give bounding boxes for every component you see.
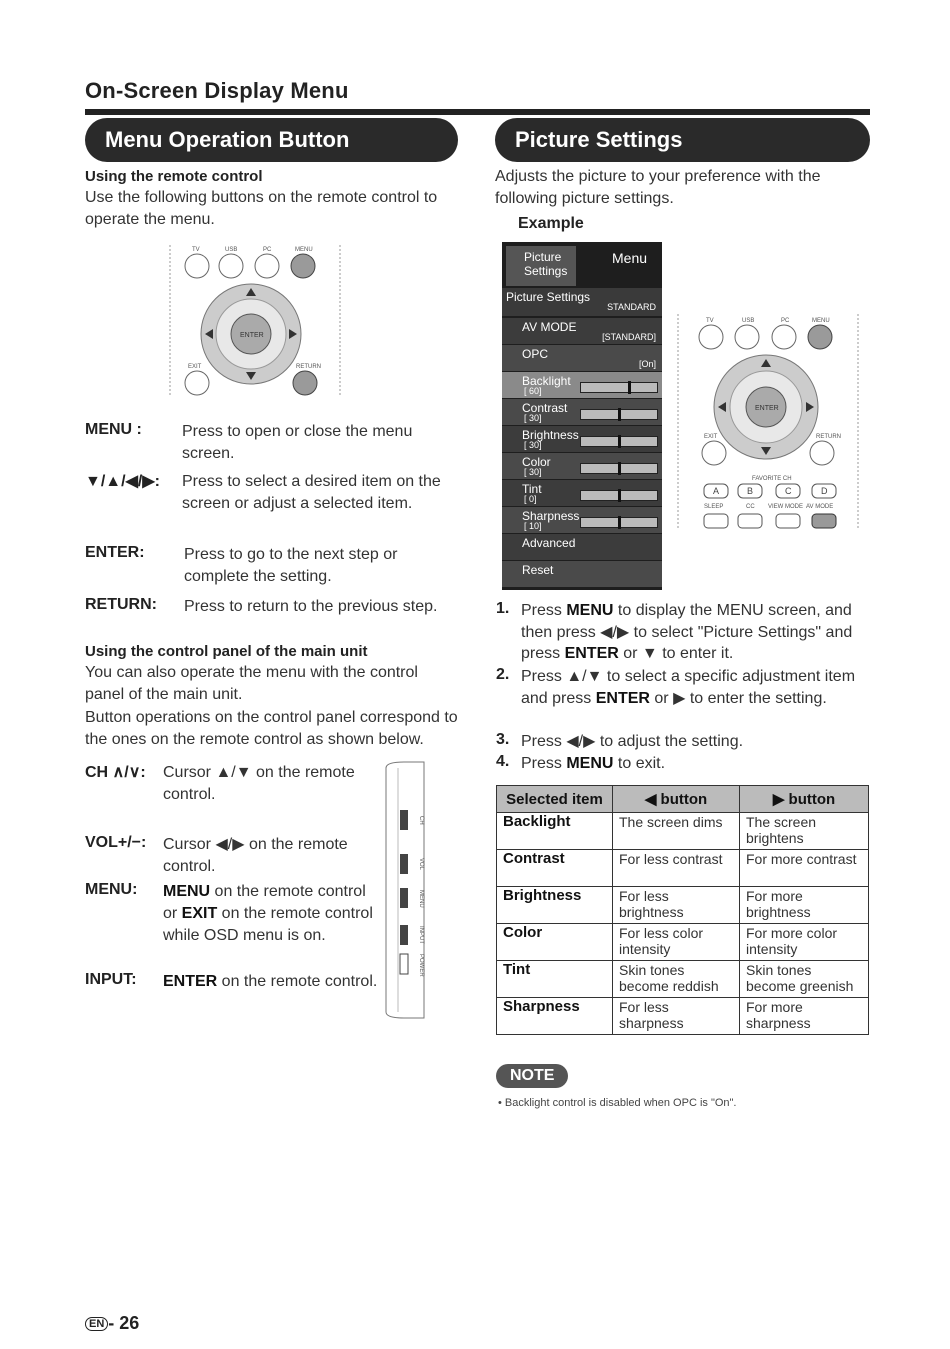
table-cell: Backlight	[497, 813, 613, 850]
table-header-item: Selected item	[497, 786, 613, 813]
svg-text:VIEW MODE: VIEW MODE	[768, 504, 804, 510]
svg-text:MENU: MENU	[812, 318, 830, 324]
osd-row-label: AV MODE	[522, 320, 577, 334]
menu-operation-banner: Menu Operation Button	[85, 118, 458, 162]
osd-slider-knob	[628, 381, 631, 394]
panel-menu-desc: MENU on the remote control or EXIT on the remote control while OSD menu is on.	[163, 883, 373, 944]
osd-row	[502, 399, 662, 425]
osd-slider	[580, 382, 658, 393]
table-header-left: ◀ button	[613, 786, 740, 813]
ch-term: CH ∧/∨:	[85, 764, 146, 781]
svg-text:SLEEP: SLEEP	[704, 504, 724, 510]
osd-row	[502, 507, 662, 533]
osd-row	[502, 372, 662, 398]
osd-row-label: Tint	[522, 482, 542, 496]
table-cell: Skin tones become reddish	[613, 961, 740, 998]
osd-menu-screen	[502, 242, 662, 590]
control-panel-illustration	[384, 760, 429, 1020]
svg-text:ENTER: ENTER	[240, 332, 264, 339]
osd-tab-picture: Picture Settings	[506, 246, 576, 286]
osd-slider-knob	[618, 462, 621, 475]
table-cell: For less color intensity	[613, 924, 740, 961]
svg-text:RETURN: RETURN	[816, 434, 841, 440]
osd-row	[502, 345, 662, 371]
input-desc: ENTER on the remote control.	[163, 973, 378, 990]
step-number: 4.	[496, 753, 510, 770]
table-cell: Contrast	[497, 850, 613, 887]
osd-slider	[580, 490, 658, 501]
title-rule	[85, 109, 870, 115]
menu-desc: Press to open or close the menu screen.	[182, 423, 413, 462]
picture-settings-banner: Picture Settings	[495, 118, 870, 162]
step-number: 1.	[496, 600, 510, 617]
return-label: RETURN	[296, 364, 321, 370]
step-text: Press MENU to display the MENU screen, and then press ◀/▶ to select "Picture Settings" and press ENTER or ▼ to enter it.	[521, 602, 853, 662]
table-cell: For less sharpness	[613, 998, 740, 1035]
table-cell: For more sharpness	[740, 998, 869, 1035]
panel-intro-2: Button operations on the control panel correspond to the ones on the remote control as shown below.	[85, 709, 458, 748]
osd-row-label: Sharpness	[522, 509, 580, 523]
usb-label: USB	[225, 247, 238, 253]
osd-slider	[580, 463, 658, 474]
osd-row-value: [STANDARD]	[602, 332, 656, 342]
menu-term: MENU :	[85, 421, 142, 438]
table-row	[497, 850, 869, 887]
language-badge: EN	[85, 1317, 108, 1331]
osd-row-label: Color	[522, 455, 551, 469]
step-text: Press MENU to exit.	[521, 755, 666, 772]
osd-row	[502, 480, 662, 506]
svg-text:FAVORITE CH: FAVORITE CH	[752, 476, 792, 482]
svg-text:USB: USB	[742, 318, 755, 324]
remote-heading: Using the remote control	[85, 168, 263, 185]
return-term: RETURN:	[85, 596, 157, 613]
osd-row-label: Contrast	[522, 401, 568, 415]
svg-text:CH: CH	[418, 816, 424, 825]
osd-row	[502, 453, 662, 479]
table-header-right: ▶ button	[740, 786, 869, 813]
remote-illustration	[168, 240, 343, 400]
table-cell: Brightness	[497, 887, 613, 924]
osd-slider-knob	[618, 516, 621, 529]
osd-row-label: Reset	[522, 563, 554, 577]
note-text: • Backlight control is disabled when OPC is "On".	[498, 1097, 737, 1109]
osd-tab-menu: Menu	[612, 250, 648, 266]
osd-row-label: Brightness	[522, 428, 579, 442]
return-desc: Press to return to the previous step.	[184, 598, 438, 615]
table-cell: For more contrast	[740, 850, 869, 887]
exit-label: EXIT	[188, 364, 202, 370]
table-cell: For less contrast	[613, 850, 740, 887]
picture-settings-table	[496, 785, 869, 1035]
svg-text:VOL: VOL	[418, 858, 424, 871]
tv-label: TV	[192, 247, 200, 253]
table-cell: Sharpness	[497, 998, 613, 1035]
osd-row-value: [ 0]	[524, 494, 537, 504]
osd-row-value: [ 10]	[524, 521, 542, 531]
svg-text:ENTER: ENTER	[755, 405, 779, 412]
remote-intro: Use the following buttons on the remote control to operate the menu.	[85, 189, 438, 228]
osd-row	[502, 426, 662, 452]
menu-label: MENU	[295, 247, 313, 253]
osd-row-label: Advanced	[522, 536, 576, 550]
step-number: 2.	[496, 666, 510, 683]
osd-slider-knob	[618, 489, 621, 502]
enter-desc: Press to go to the next step or complete the setting.	[184, 546, 398, 585]
osd-header: Picture Settings STANDARD	[502, 288, 662, 316]
table-cell: The screen dims	[613, 813, 740, 850]
ch-desc: Cursor ▲/▼ on the remote control.	[163, 764, 355, 803]
osd-slider	[580, 436, 658, 447]
osd-row-label: OPC	[522, 347, 549, 361]
step-text: Press ◀/▶ to adjust the setting.	[521, 733, 744, 750]
table-row	[497, 924, 869, 961]
vol-desc: Cursor ◀/▶ on the remote control.	[163, 836, 348, 875]
table-row	[497, 961, 869, 998]
table-cell: For more brightness	[740, 887, 869, 924]
input-term: INPUT:	[85, 971, 137, 988]
svg-text:CC: CC	[746, 504, 755, 510]
svg-text:POWER: POWER	[418, 954, 424, 977]
note-badge: NOTE	[496, 1064, 568, 1088]
picture-intro: Adjusts the picture to your preference with the following picture settings.	[495, 168, 821, 207]
table-row	[497, 998, 869, 1035]
osd-row	[502, 561, 662, 587]
panel-intro-1: You can also operate the menu with the control panel of the main unit.	[85, 664, 418, 703]
osd-row	[502, 318, 662, 344]
vol-term: VOL+/−:	[85, 834, 147, 851]
page-title: On-Screen Display Menu	[85, 78, 349, 103]
osd-row-value: [On]	[638, 359, 656, 369]
svg-text:MENU: MENU	[418, 890, 424, 908]
svg-text:EXIT: EXIT	[704, 434, 718, 440]
remote-illustration-2	[676, 312, 861, 532]
table-cell: Color	[497, 924, 613, 961]
svg-text:C: C	[785, 486, 792, 496]
page-number: EN - 26	[85, 1313, 139, 1334]
table-row	[497, 887, 869, 924]
osd-row	[502, 534, 662, 560]
svg-text:PC: PC	[781, 318, 790, 324]
table-cell: Tint	[497, 961, 613, 998]
table-cell: For less brightness	[613, 887, 740, 924]
svg-text:B: B	[747, 486, 754, 496]
svg-text:A: A	[713, 486, 720, 496]
example-label: Example	[518, 215, 584, 232]
osd-slider-knob	[618, 408, 621, 421]
svg-text:TV: TV	[706, 318, 714, 324]
panel-menu-term: MENU:	[85, 881, 138, 898]
osd-row-value: [ 30]	[524, 440, 542, 450]
table-cell: For more color intensity	[740, 924, 869, 961]
step-text: Press ▲/▼ to select a specific adjustment item and press ENTER or ▶ to enter the setting.	[521, 668, 856, 707]
panel-heading: Using the control panel of the main unit	[85, 643, 368, 660]
svg-text:D: D	[821, 486, 828, 496]
svg-text:INPUT: INPUT	[418, 926, 424, 944]
arrows-desc: Press to select a desired item on the screen or adjust a selected item.	[182, 473, 441, 512]
arrows-term: ▼/▲/◀/▶:	[85, 473, 160, 490]
table-cell: Skin tones become greenish	[740, 961, 869, 998]
osd-slider	[580, 409, 658, 420]
step-number: 3.	[496, 731, 510, 748]
osd-row-value: [ 30]	[524, 413, 542, 423]
osd-row-value: [ 30]	[524, 467, 542, 477]
osd-slider-knob	[618, 435, 621, 448]
osd-slider	[580, 517, 658, 528]
osd-row-label: Backlight	[522, 374, 571, 388]
pc-label: PC	[263, 247, 272, 253]
table-row	[497, 813, 869, 850]
enter-term: ENTER:	[85, 544, 145, 561]
table-cell: The screen brightens	[740, 813, 869, 850]
svg-text:AV MODE: AV MODE	[806, 504, 834, 510]
osd-row-value: [ 60]	[524, 386, 542, 396]
